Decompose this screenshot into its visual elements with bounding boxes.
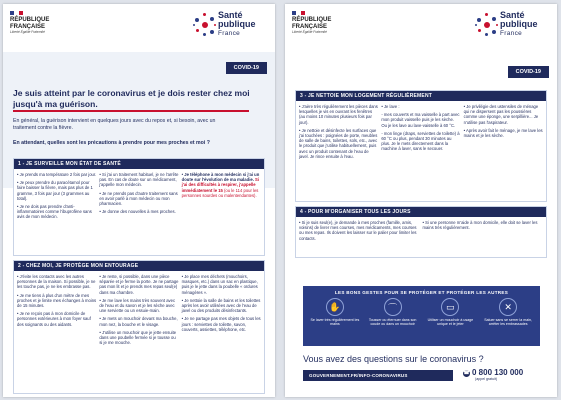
gesture-item [308,298,362,327]
section-health-monitoring [13,158,265,256]
section-column-1 [299,104,378,162]
list-item: • Je nettoie la salle de bains et les toilettes après les avoir utilisées avec de l'eau de javel ou des produits désinfectants. [181,297,261,314]
section-column-1 [17,274,96,348]
section-column-1 [17,172,96,223]
phone-icon: ☎ [463,370,470,376]
tissue-icon: ▭ [441,298,459,316]
republic-motto: Liberté Égalité Fraternité [10,30,45,34]
french-flag-icon [10,11,23,15]
section-column-2 [99,274,178,348]
list-item: • J'aère très régulièrement les pièces dans lesquelles je vis en ouvrant les fenêtres (au moins 10 minutes plusieurs fois par jour). [299,104,378,125]
questions-heading: Vous avez des questions sur le coronavirus ? [303,354,484,364]
section-column-3 [182,172,261,223]
list-item: • J'utilise un mouchoir que je jette ensuite dans une poubelle fermée si je tousse ou si je me mouche. [99,329,177,346]
list-item: • Si une personne m'aide à mon domicile, elle doit se laver les mains très régulièrement. [422,220,538,231]
intro-text: En général, la guérison intervient en quelques jours avec du repos et, si besoin, avec un traitement contre la fièvre. [13,118,216,131]
list-item: • Je me tiens à plus d'un mètre de mes proches et je limite mes échanges à moins de 15 minutes. [17,292,97,309]
hand-wash-icon: ✋ [326,298,344,316]
list-item: • Je ne reçois pas à mon domicile de personnes extérieures à mon foyer sauf des soignants ou des aidants. [17,311,91,327]
section-cleaning [295,90,547,202]
section-column-3 [464,104,543,162]
gesture-item [481,298,535,327]
section-heading: 1 - JE SURVEILLE MON ÉTAT DE SANTÉ [14,159,264,169]
list-item: • Je prends ma température 2 fois par jour. [17,172,97,177]
section-heading: 2 - CHEZ MOI, JE PROTÈGE MON ENTOURAGE [14,261,264,271]
list-item: • Je peux prendre du paracétamol pour faire baisser la fièvre, mais pas plus de 1 gramme, 3 fois par jour (3 grammes au total). [17,180,93,201]
no-handshake-icon: ✕ [499,298,517,316]
list-item: • J'évite les contacts avec les autres personnes de la maison. Si possible, je ne les touche pas, je ne les embrasse pas. [17,274,96,290]
list-item: • Je mets un mouchoir devant ma bouche, mon nez, la bouche et le visage. [99,316,178,327]
section-heading: 4 - POUR M'ORGANISER TOUS LES JOURS [296,207,546,217]
list-item: • Je téléphone à mon médecin si j'ai un doute sur l'évolution de ma maladie. Si j'ai des difficultés à respirer, j'appelle immédiatement le 15 (ou le 114 pour les personnes sourdes ou malentendantes). [181,172,260,198]
section-column-2 [381,104,460,162]
list-item: • Je ne dois pas prendre d'anti-inflammatoires comme l'ibuprofène sans avis de mon médecin. [17,204,92,220]
info-url-link[interactable]: GOUVERNEMENT.FR/INFO-CORONAVIRUS [303,370,453,381]
title-underline [13,110,249,112]
list-item: • Je place mes déchets (mouchoirs, masques, etc.) dans un sac en plastique, puis je le jette dans la poubelle « ordures ménagères ». [181,274,258,295]
brand-name: Santé publique France [218,10,256,37]
list-item: • Je ne partage pas mes objets de tous les jours : serviettes de toilette, savon, couverts, assiettes, téléphone, etc. [181,316,261,332]
republic-label: RÉPUBLIQUE FRANÇAISE [10,17,50,30]
republic-label: RÉPUBLIQUE FRANÇAISE [292,17,332,30]
list-item: • Je nettoie et désinfecte les surfaces que j'ai touchées : poignées de porte, meubles de salle de bains, toilettes, sols, etc., avec le produit que j'utilise habituellement, puis avec un produit contenant de l'eau de javel. Je rince ensuite à l'eau. [299,127,378,159]
republic-motto: Liberté Égalité Fraternité [292,30,327,34]
sante-publique-logo [475,10,538,42]
page-header [285,4,557,52]
section-column-1 [299,220,420,244]
section-daily-organization [295,206,547,258]
intro-question: En attendant, quelles sont les précautions à prendre pour mes proches et moi ? [13,140,210,146]
barrier-gestures-panel [303,286,540,346]
gesture-caption: Utiliser un mouchoir à usage unique et le jeter [427,318,474,327]
list-item: • Après avoir fait le ménage, je me lave les mains et je les sèche. [463,127,543,139]
hotline-note: (appel gratuit) [475,377,498,381]
sante-publique-logo [193,10,256,42]
list-item: • Je donne des nouvelles à mes proches. [99,209,176,215]
covid-badge: COVID-19 [226,62,267,74]
brand-name: Santé publique France [500,10,538,37]
elbow-cough-icon: ⌒ [384,298,402,316]
gesture-item [423,298,477,327]
covid-badge: COVID-19 [508,66,549,78]
gesture-caption: Se laver très régulièrement les mains [310,318,360,327]
section-heading: 3 - JE NETTOIE MON LOGEMENT RÉGULIÈREMENT [296,91,546,101]
gesture-caption: Saluer sans se serrer la main, arrêter les embrassades [484,318,532,327]
deaf-number-text: (ou le 114 pour les personnes sourdes ou malentendantes). [181,187,259,198]
list-item: • Je reste, si possible, dans une pièce séparée et je ferme la porte. Je ne partage pas mon lit et je prends mes repas seul(e) dans ma chambre. [99,274,179,295]
list-item: • Je privilégie des ustensiles de ménage qui ne dispersent pas les poussières comme une éponge, une serpillière... Je n'utilise pas l'aspirateur. [463,104,539,125]
page-header [3,4,275,52]
list-item: - mes couverts et ma vaisselle à part avec mon produit vaisselle puis je les sèche. Ou je les lave au lave-vaisselle à 60 °C. [381,112,460,128]
section-column-2 [423,220,544,244]
dots-logo-icon [193,12,217,38]
gesture-item [366,298,420,327]
list-item: • Je lave : [381,104,400,109]
list-item: • Si je suis seul(e), je demande à mes proches (famille, amis, voisins) de livrer mes courses, mes médicaments, mes courses ou mes repas. Ils doivent les laisser sur le palier pour limiter les contacts. [299,220,417,241]
list-item: - mon linge (draps, serviettes de toilette) à 60 °C ou plus, pendant 30 minutes au plus. Je le mets directement dans la machine à laver, sans le secouer. [381,130,460,152]
gestures-title: LES BONS GESTES POUR SE PROTÉGER ET PROTÉGER LES AUTRES [334,290,509,295]
page-1 [3,4,275,397]
french-flag-icon [292,11,305,15]
list-item: • Je ne prends pas d'autre traitement sans en avoir parlé à mon médecin ou mon pharmacien. [99,190,178,207]
section-column-3 [182,274,261,348]
emergency-call-text: Si j'ai des difficultés à respirer, j'appelle immédiatement le 15 [181,177,259,193]
section-protect-entourage [13,260,265,394]
dots-logo-icon [475,12,499,38]
page-2 [285,4,557,397]
list-item: • Si j'ai un traitement habituel, je ne l'arrête pas. En cas de doute sur un médicament, j'appelle mon médecin. [99,172,179,188]
gesture-caption: Tousser ou éternuer dans son coude ou dans un mouchoir [368,318,417,327]
list-item: • Je me lave les mains très souvent avec de l'eau et du savon et je les sèche avec une serviette ou un essuie-main. [99,297,176,314]
hotline-number[interactable]: ☎ 0 800 130 000 [463,368,524,377]
page-title: Je suis atteint par le coronavirus et je dois rester chez moi jusqu'à ma guérison. [13,88,250,109]
section-column-2 [99,172,178,223]
